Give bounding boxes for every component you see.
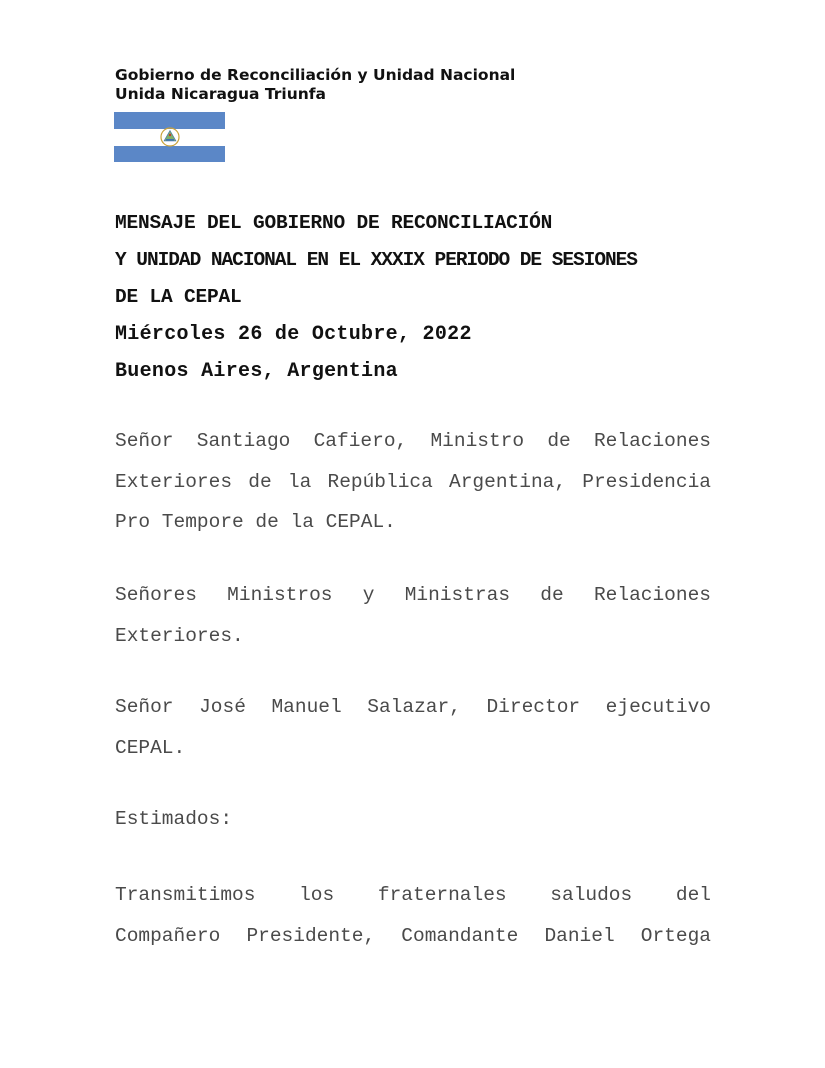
document-place: Buenos Aires, Argentina (115, 360, 398, 383)
title-line-1: MENSAJE DEL GOBIERNO DE RECONCILIACIÓN (115, 212, 553, 234)
paragraph-salutation-director (115, 687, 711, 768)
nicaragua-coat-of-arms-icon (160, 126, 180, 148)
letterhead-government-name: Gobierno de Reconciliación y Unidad Nacional (115, 66, 516, 84)
flag-stripe-middle (114, 129, 225, 146)
paragraph-salutation-minister (115, 421, 711, 543)
paragraph-line: Compañero Presidente, Comandante Daniel Ortega (115, 924, 711, 947)
title-line-3: DE LA CEPAL (115, 286, 242, 308)
paragraph-line: Exteriores de la República Argentina, Presidencia (115, 470, 711, 493)
paragraph-line: Estimados: (115, 808, 233, 830)
paragraph-line: Pro Tempore de la CEPAL. (115, 511, 396, 533)
paragraph-line: CEPAL. (115, 736, 186, 759)
paragraph-body-opening (115, 875, 711, 956)
paragraph-salutation-ministers (115, 575, 711, 656)
paragraph-line: Señor Santiago Cafiero, Ministro de Relaciones (115, 430, 711, 452)
nicaragua-flag (114, 112, 225, 162)
letterhead-slogan: Unida Nicaragua Triunfa (115, 85, 327, 103)
document-title (115, 205, 637, 390)
letterhead (115, 66, 515, 104)
paragraph-line: Señor José Manuel Salazar, Director ejecutivo (115, 696, 711, 718)
flag-stripe-bottom (114, 146, 225, 163)
paragraph-greeting (115, 799, 711, 840)
title-line-2: Y UNIDAD NACIONAL EN EL XXXIX PERIODO DE SESIONES (115, 249, 637, 271)
paragraph-line: Transmitimos los fraternales saludos del (115, 884, 711, 906)
paragraph-line: Señores Ministros y Ministras de Relaciones (115, 584, 711, 606)
paragraph-line: Exteriores. (115, 624, 244, 647)
document-date: Miércoles 26 de Octubre, 2022 (115, 323, 472, 346)
